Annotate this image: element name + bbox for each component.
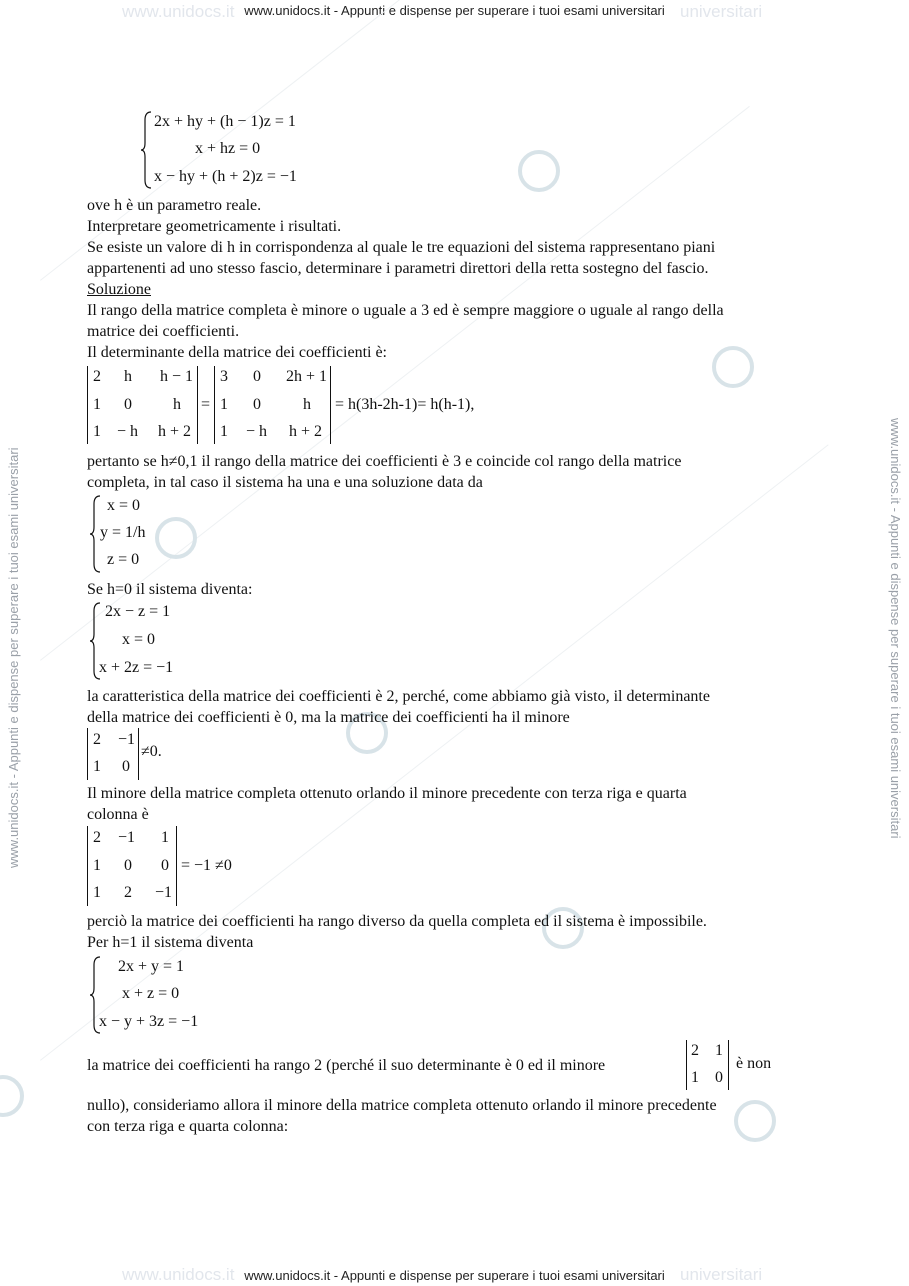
watermark-logo	[518, 150, 560, 192]
watermark-footer: www.unidocs.it - Appunti e dispense per superare i tuoi esami universitari	[244, 1268, 665, 1283]
minor-cell: 1	[161, 829, 169, 846]
watermark-ghost-right: universitari	[680, 2, 763, 21]
solution1-y: y = 1/h	[100, 524, 146, 541]
minor-cell: 1	[93, 884, 101, 901]
minor-cell: 2	[93, 731, 101, 748]
minor-cell: 2	[93, 829, 101, 846]
paragraph: Se esiste un valore di h in corrispondenza al quale le tre equazioni del sistema rappresentano piani	[87, 239, 716, 256]
minor-cell: 0	[715, 1069, 723, 1086]
paragraph: la caratteristica della matrice dei coefficienti è 2, perché, come abbiamo già visto, il determinante	[87, 688, 710, 705]
system2-eq2: x = 0	[122, 631, 156, 648]
det-cell: − h	[117, 423, 139, 440]
det-cell: h − 1	[160, 368, 194, 385]
minor-result: ≠0.	[141, 743, 162, 760]
det-cell: − h	[246, 423, 268, 440]
watermark-logo	[155, 517, 197, 559]
paragraph: con terza riga e quarta colonna:	[87, 1118, 289, 1135]
paragraph: pertanto se h≠0,1 il rango della matrice dei coefficienti è 3 e coincide col rango della matrice	[87, 453, 682, 470]
paragraph: Interpretare geometricamente i risultati.	[87, 218, 342, 235]
minor-cell: 0	[161, 857, 169, 874]
det-cell: 1	[93, 423, 101, 440]
system3-eq2: x + z = 0	[122, 985, 180, 1002]
paragraph: appartenenti ad uno stesso fascio, determinare i parametri direttori della retta sostegno del fascio.	[87, 260, 709, 277]
watermark-header: www.unidocs.it - Appunti e dispense per superare i tuoi esami universitari	[244, 3, 665, 18]
system1-eq2: x + hz = 0	[195, 140, 261, 157]
system2-eq3: x + 2z = −1	[99, 659, 174, 676]
paragraph: Il rango della matrice completa è minore o uguale a 3 ed è sempre maggiore o uguale al rango della	[87, 302, 724, 319]
minor-cell: −1	[155, 884, 173, 901]
paragraph: matrice dei coefficienti.	[87, 323, 240, 340]
paragraph: nullo), consideriamo allora il minore della matrice completa ottenuto orlando il minore precedente	[87, 1097, 717, 1114]
det-cell: h + 2	[289, 423, 323, 440]
watermark-ghost-left-bottom: www.unidocs.it	[122, 1265, 235, 1284]
det-cell: 2h + 1	[286, 368, 328, 385]
det-cell: 3	[220, 368, 228, 385]
paragraph: ove h è un parametro reale.	[87, 197, 262, 214]
det-cell: 0	[253, 396, 261, 413]
watermark-side-left: www.unidocs.it - Appunti e dispense per superare i tuoi esami universitari	[6, 447, 21, 868]
det-result: = h(3h-2h-1)= h(h-1),	[335, 396, 475, 413]
system1-eq1: 2x + hy + (h − 1)z = 1	[154, 113, 296, 130]
minor-cell: 1	[93, 758, 101, 775]
paragraph: della matrice dei coefficienti è 0, ma la matrice dei coefficienti ha il minore	[87, 709, 570, 726]
det-cell: h	[303, 396, 311, 413]
paragraph-continued: è non	[736, 1055, 772, 1072]
minor-cell: 1	[715, 1042, 723, 1059]
det-cell: 1	[93, 396, 101, 413]
det-cell: 1	[220, 396, 228, 413]
minor-cell: 2	[124, 884, 132, 901]
system2-eq1: 2x − z = 1	[105, 603, 171, 620]
det-cell: h + 2	[158, 423, 192, 440]
det-equals: =	[201, 396, 211, 413]
paragraph: Il determinante della matrice dei coefficienti è:	[87, 344, 387, 361]
paragraph: Se h=0 il sistema diventa:	[87, 581, 253, 598]
det-cell: 0	[253, 368, 261, 385]
minor-cell: 2	[691, 1042, 699, 1059]
paragraph: colonna è	[87, 806, 149, 823]
det-cell: 0	[124, 396, 132, 413]
system1-eq3: x − hy + (h + 2)z = −1	[154, 168, 297, 185]
minor-cell: 0	[122, 758, 130, 775]
watermark-ghost-left: www.unidocs.it	[122, 2, 235, 21]
det-cell: 1	[220, 423, 228, 440]
det-cell: h	[173, 396, 181, 413]
minor-result: = −1 ≠0	[181, 857, 232, 874]
section-heading-soluzione: Soluzione	[87, 281, 151, 298]
minor-cell: 0	[124, 857, 132, 874]
solution1-x: x = 0	[107, 497, 141, 514]
minor-cell: −1	[118, 731, 136, 748]
watermark-ghost-right-bottom: universitari	[680, 1265, 763, 1284]
paragraph: Per h=1 il sistema diventa	[87, 934, 254, 951]
watermark-side-right: www.unidocs.it - Appunti e dispense per superare i tuoi esami universitari	[888, 418, 903, 839]
det-cell: h	[124, 368, 132, 385]
watermark-logo	[712, 346, 754, 388]
minor-cell: −1	[118, 829, 136, 846]
solution1-z: z = 0	[107, 551, 140, 568]
paragraph: perciò la matrice dei coefficienti ha rango diverso da quella completa ed il sistema è impossibile.	[87, 913, 707, 930]
paragraph: Il minore della matrice completa ottenuto orlando il minore precedente con terza riga e quarta	[87, 785, 687, 802]
minor-cell: 1	[93, 857, 101, 874]
watermark-logo	[734, 1100, 776, 1142]
minor-cell: 1	[691, 1069, 699, 1086]
paragraph: completa, in tal caso il sistema ha una e una soluzione data da	[87, 474, 483, 491]
paragraph: la matrice dei coefficienti ha rango 2 (perché il suo determinante è 0 ed il minore	[87, 1057, 606, 1074]
det-cell: 2	[93, 368, 101, 385]
system1-brace	[140, 110, 152, 195]
system3-eq3: x − y + 3z = −1	[99, 1013, 199, 1030]
watermark-logo	[0, 1075, 24, 1117]
system3-eq1: 2x + y = 1	[118, 958, 185, 975]
